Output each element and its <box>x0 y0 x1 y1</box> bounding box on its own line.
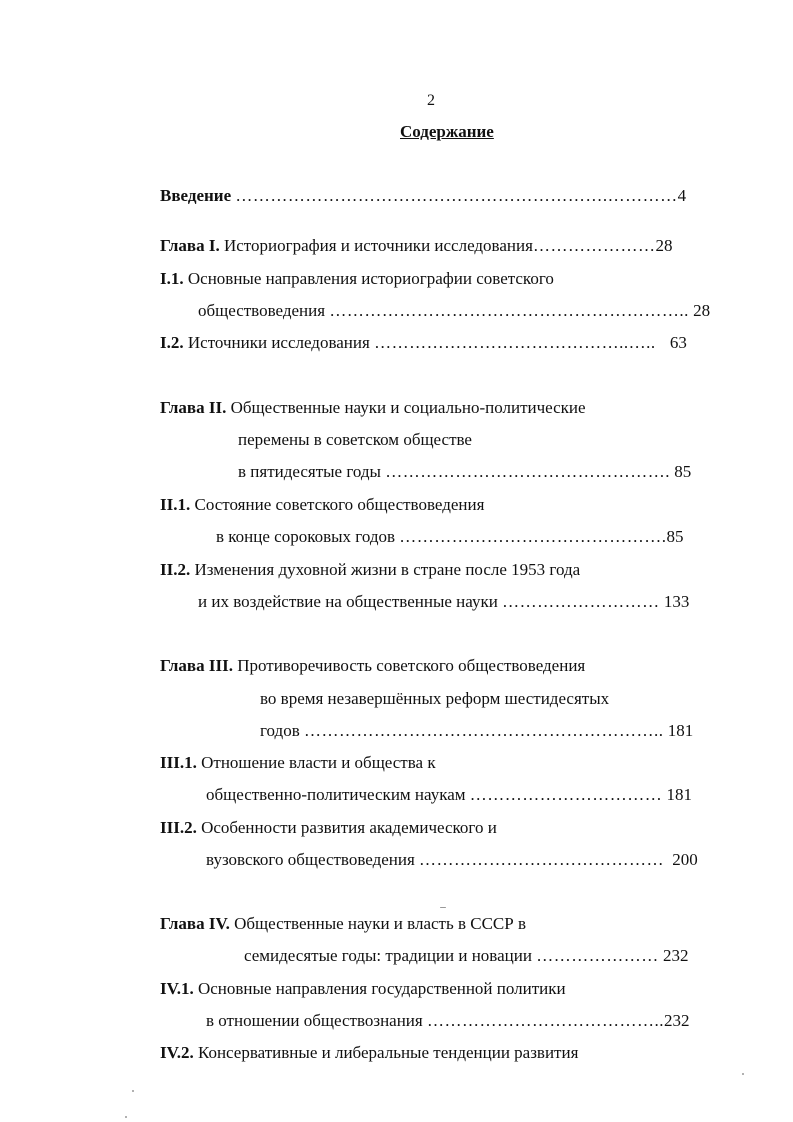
scan-speck <box>742 1073 744 1075</box>
toc-dots: …………………………………………………….. <box>304 721 664 740</box>
toc-label: II.2. <box>160 560 191 579</box>
toc-text: Изменения духовной жизни в стране после 1953 года <box>194 560 581 579</box>
toc-text: Общественные науки и социально-политические <box>230 398 586 417</box>
toc-dots: ………………………………………. <box>399 527 667 546</box>
toc-label: Глава III. <box>160 656 233 675</box>
toc-label: Глава II. <box>160 398 227 417</box>
toc-text: в пятидесятые годы <box>238 462 381 481</box>
toc-entry-ch3-s2 <box>160 818 497 838</box>
scan-speck <box>132 1090 134 1092</box>
toc-entry-ch3-cont1 <box>260 689 609 709</box>
toc-entry-ch2-s1-cont <box>216 527 684 547</box>
toc-dots: …………………………………………………….. <box>329 301 689 320</box>
toc-label: Введение <box>160 186 232 205</box>
scan-speck <box>440 907 446 908</box>
toc-text: в конце сороковых годов <box>216 527 396 546</box>
toc-label: I.1. <box>160 269 184 288</box>
toc-label: IV.2. <box>160 1043 194 1062</box>
toc-dots: …………………………………………. <box>385 462 670 481</box>
toc-text: перемены в советском обществе <box>238 430 472 449</box>
toc-label: III.2. <box>160 818 197 837</box>
toc-dots: ………………… <box>532 236 656 255</box>
toc-entry-ch1 <box>160 236 672 256</box>
toc-text: Историография и источники исследования <box>223 236 533 255</box>
toc-page: 133 <box>663 592 690 611</box>
toc-label: III.1. <box>160 753 197 772</box>
toc-dots: ………………………………….. <box>426 1011 664 1030</box>
toc-page: 181 <box>666 785 693 804</box>
toc-dots: ………………… <box>536 946 659 965</box>
scan-speck <box>125 1116 127 1118</box>
toc-text: вузовского обществоведения <box>206 850 415 869</box>
toc-entry-ch1-s1-cont <box>198 301 710 321</box>
toc-text: годов <box>260 721 300 740</box>
toc-entry-intro <box>160 186 686 206</box>
toc-text: обществоведения <box>198 301 326 320</box>
toc-entry-ch3-cont2 <box>260 721 693 741</box>
toc-entry-ch4-s2 <box>160 1043 578 1063</box>
toc-text: семидесятые годы: традиции и новации <box>244 946 532 965</box>
toc-entry-ch2-s1 <box>160 495 484 515</box>
toc-page: 181 <box>667 721 694 740</box>
toc-text: Противоречивость советского обществоведения <box>237 656 586 675</box>
toc-entry-ch2 <box>160 398 586 418</box>
toc-page: 28 <box>693 301 711 320</box>
toc-page: 63 <box>669 333 687 352</box>
toc-label: IV.1. <box>160 979 194 998</box>
toc-text: и их воздействие на общественные науки <box>198 592 498 611</box>
page-title: Содержание <box>400 122 494 141</box>
toc-page: 200 <box>672 850 698 869</box>
toc-entry-ch2-cont1 <box>238 430 472 450</box>
toc-text: во время незавершённых реформ шестидесятых <box>260 689 610 708</box>
toc-text: в отношении обществознания <box>206 1011 423 1030</box>
toc-dots: ……………………… <box>502 592 660 611</box>
toc-text: Источники исследования <box>187 333 370 352</box>
toc-text: Состояние советского обществоведения <box>194 495 485 514</box>
toc-entry-ch3-s2-cont <box>206 850 698 870</box>
toc-entry-ch3-s1 <box>160 753 436 773</box>
toc-page: 85 <box>674 462 692 481</box>
toc-entry-ch3-s1-cont <box>206 785 692 805</box>
toc-entry-ch4-s1 <box>160 979 566 999</box>
toc-text: Основные направления государственной политики <box>197 979 566 998</box>
toc-entry-ch4-cont <box>244 946 688 966</box>
toc-entry-ch4-s1-cont <box>206 1011 689 1031</box>
toc-entry-ch1-s2 <box>160 333 687 353</box>
toc-text: Консервативные и либеральные тенденции развития <box>197 1043 579 1062</box>
toc-entry-ch2-s2-cont <box>198 592 689 612</box>
toc-dots: ……………………………………………………….………… <box>235 186 678 205</box>
toc-page: 4 <box>677 186 687 205</box>
toc-entry-ch1-s1 <box>160 269 554 289</box>
toc-entry-ch4 <box>160 914 526 934</box>
toc-label: I.2. <box>160 333 184 352</box>
toc-page: 85 <box>666 527 684 546</box>
toc-page: 28 <box>655 236 673 255</box>
toc-text: Отношение власти и общества к <box>201 753 436 772</box>
toc-dots: …………………………………… <box>419 850 665 869</box>
toc-text: общественно-политическим наукам <box>206 785 466 804</box>
toc-text: Общественные науки и власть в СССР в <box>234 914 526 933</box>
toc-text: Особенности развития академического и <box>201 818 497 837</box>
toc-label: II.1. <box>160 495 191 514</box>
toc-text: Основные направления историографии советского <box>187 269 554 288</box>
toc-entry-ch3 <box>160 656 585 676</box>
toc-dots: ……………………………………..….. <box>374 333 656 352</box>
toc-dots: …………………………… <box>469 785 663 804</box>
toc-entry-ch2-cont2 <box>238 462 691 482</box>
page-number: 2 <box>427 92 435 109</box>
toc-label: Глава I. <box>160 236 220 255</box>
toc-page: 232 <box>662 946 689 965</box>
toc-page: 232 <box>663 1011 690 1030</box>
toc-entry-ch2-s2 <box>160 560 580 580</box>
toc-label: Глава IV. <box>160 914 230 933</box>
